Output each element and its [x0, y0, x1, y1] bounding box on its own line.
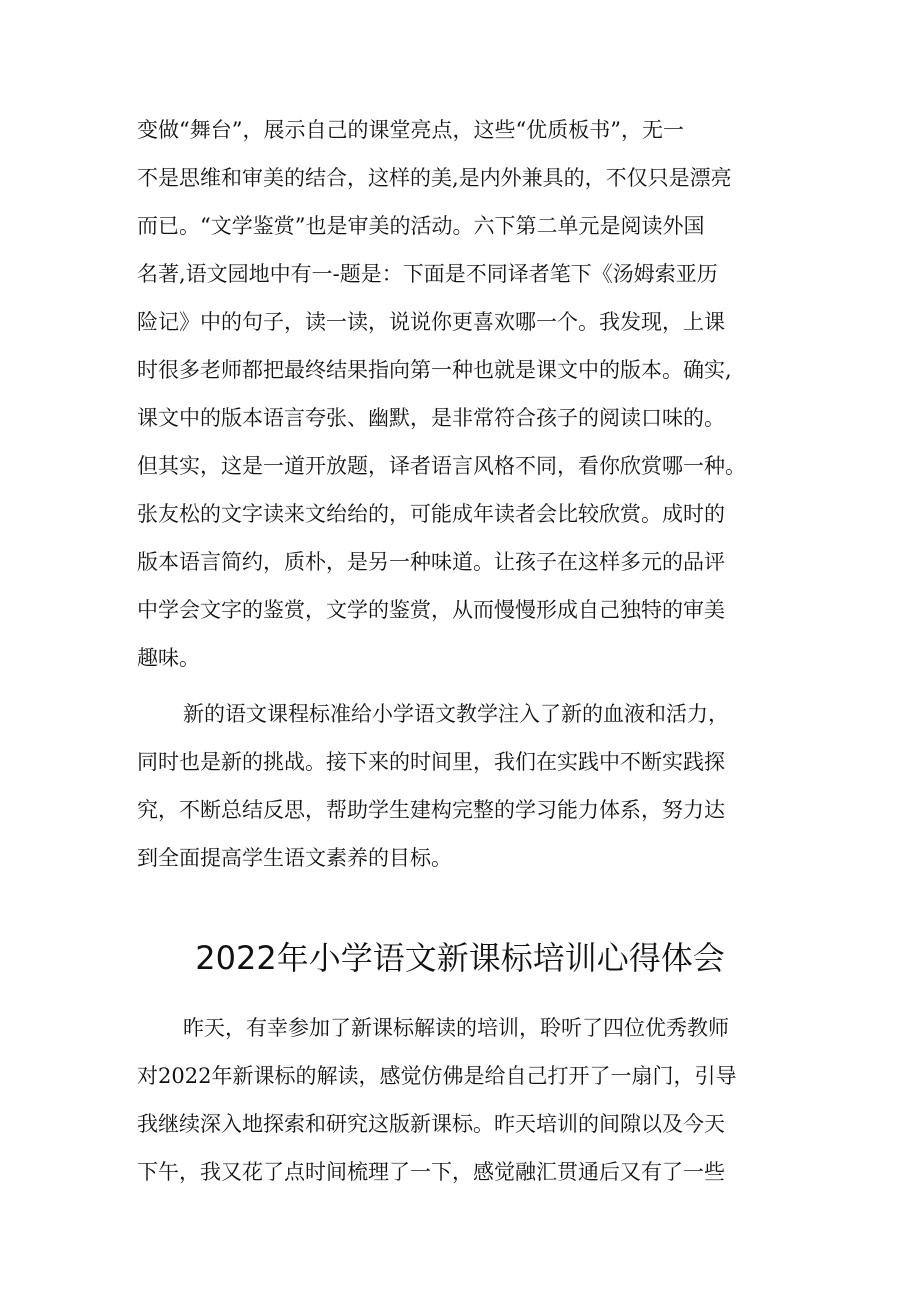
paragraph-conclusion [137, 690, 797, 882]
text-line: 张友松的文字读来文绐绐的，可能成年读者会比较欣赏。成时的 [137, 502, 725, 526]
paragraph-training-intro [137, 1004, 797, 1196]
text-line: 课文中的版本语言夸张、幽默，是非常符合孩子的阅读口味的。 [137, 406, 725, 430]
text-line: 到全面提高学生语文素养的目标。 [137, 846, 452, 870]
text-line: 而已。“文学鉴赏”也是审美的活动。六下第二单元是阅读外国 [137, 214, 705, 238]
text-line: 我继续深入地探索和研究这版新课标。昨天培训的间隙以及今天 [137, 1112, 725, 1136]
text-line: 名著,语文园地中有一-题是：下面是不同译者笔下《汤姆索亚历 [137, 262, 718, 286]
text-line: 昨天，有幸参加了新课标解读的培训，聆听了四位优秀教师 [183, 1016, 729, 1040]
text-line: 中学会文字的鉴赏，文学的鉴赏，从而慢慢形成自己独特的审美 [137, 598, 725, 622]
section-title: 2022年小学语文新课标培训心得体会 [195, 939, 725, 977]
text-line: 同时也是新的挑战。接下来的时间里，我们在实践中不断实践探 [137, 750, 725, 774]
paragraph-literature-appreciation [137, 106, 797, 682]
text-line: 新的语文课程标准给小学语文教学注入了新的血液和活力， [183, 702, 729, 726]
text-line: 不是思维和审美的结合，这样的美,是内外兼具的，不仅只是漂亮 [137, 166, 732, 190]
text-line: 趣味。 [137, 646, 200, 670]
text-line: 但其实，这是一道开放题，译者语言风格不同，看你欣赏哪一种。 [137, 454, 746, 478]
text-line: 下午，我又花了点时间梳理了一下，感觉融汇贯通后又有了一些 [137, 1160, 725, 1184]
text-line: 险记》中的句子，读一读，说说你更喜欢哪一个。我发现，上课 [137, 310, 725, 334]
text-line: 变做“舞台”，展示自己的课堂亮点，这些“优质板书”，无一 [137, 118, 684, 142]
text-line: 究，不断总结反思，帮助学生建构完整的学习能力体系，努力达 [137, 798, 725, 822]
text-line: 版本语言简约，质朴，是另一种味道。让孩子在这样多元的品评 [137, 550, 725, 574]
text-line: 对2022年新课标的解读，感觉仿佛是给自己打开了一扇门，引导 [137, 1064, 737, 1088]
text-line: 时很多老师都把最终结果指向第一种也就是课文中的版本。确实, [137, 358, 732, 382]
